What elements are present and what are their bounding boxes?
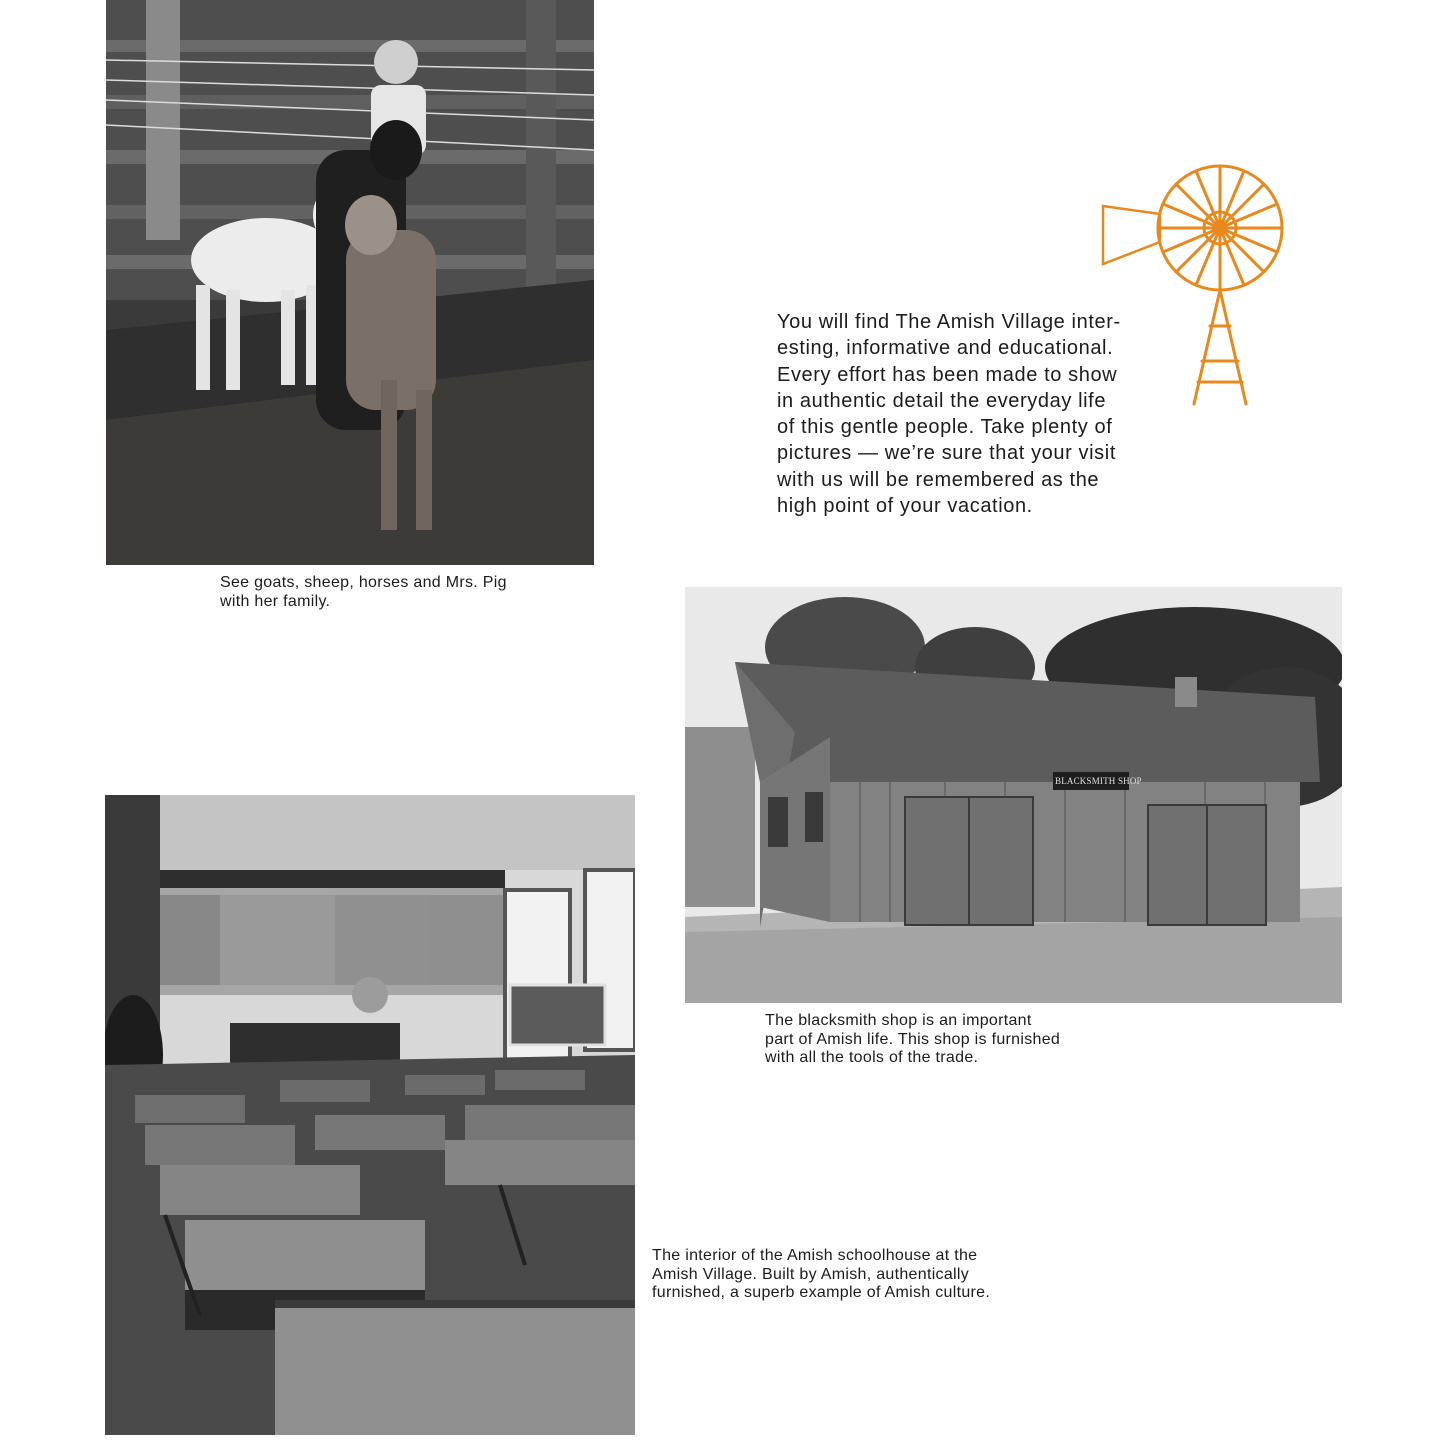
intro-line: esting, informative and educational. — [777, 337, 1114, 360]
intro-line: in authentic detail the everyday life — [777, 389, 1107, 412]
intro-paragraph — [777, 309, 1187, 519]
caption-line: See goats, sheep, horses and Mrs. Pig — [220, 574, 507, 591]
caption-line: The interior of the Amish schoolhouse at the — [652, 1247, 978, 1264]
caption-line: Amish Village. Built by Amish, authentically — [652, 1265, 970, 1283]
caption-line: furnished, a superb example of Amish culture. — [652, 1284, 991, 1301]
blacksmith-shop-photo — [685, 587, 1342, 1003]
blacksmith-caption — [765, 1012, 1060, 1068]
caption-line: with her family. — [220, 593, 331, 610]
intro-line: You will find The Amish Village inter- — [777, 311, 1121, 333]
intro-line: pictures — we’re sure that your visit — [777, 442, 1116, 465]
schoolhouse-caption — [652, 1247, 990, 1303]
caption-line: part of Amish life. This shop is furnished — [765, 1030, 1061, 1048]
intro-line: high point of your vacation. — [777, 495, 1033, 518]
caption-line: The blacksmith shop is an important — [765, 1012, 1032, 1029]
intro-line: Every effort has been made to show — [777, 363, 1118, 386]
intro-line: with us will be remembered as the — [777, 468, 1100, 491]
intro-line: of this gentle people. Take plenty of — [777, 416, 1113, 439]
caption-line: with all the tools of the trade. — [765, 1049, 979, 1066]
goats-caption — [220, 573, 507, 611]
blacksmith-shop-sign: BLACKSMITH SHOP — [1055, 776, 1142, 786]
goats-photo — [106, 0, 594, 565]
schoolhouse-interior-photo — [105, 795, 635, 1435]
